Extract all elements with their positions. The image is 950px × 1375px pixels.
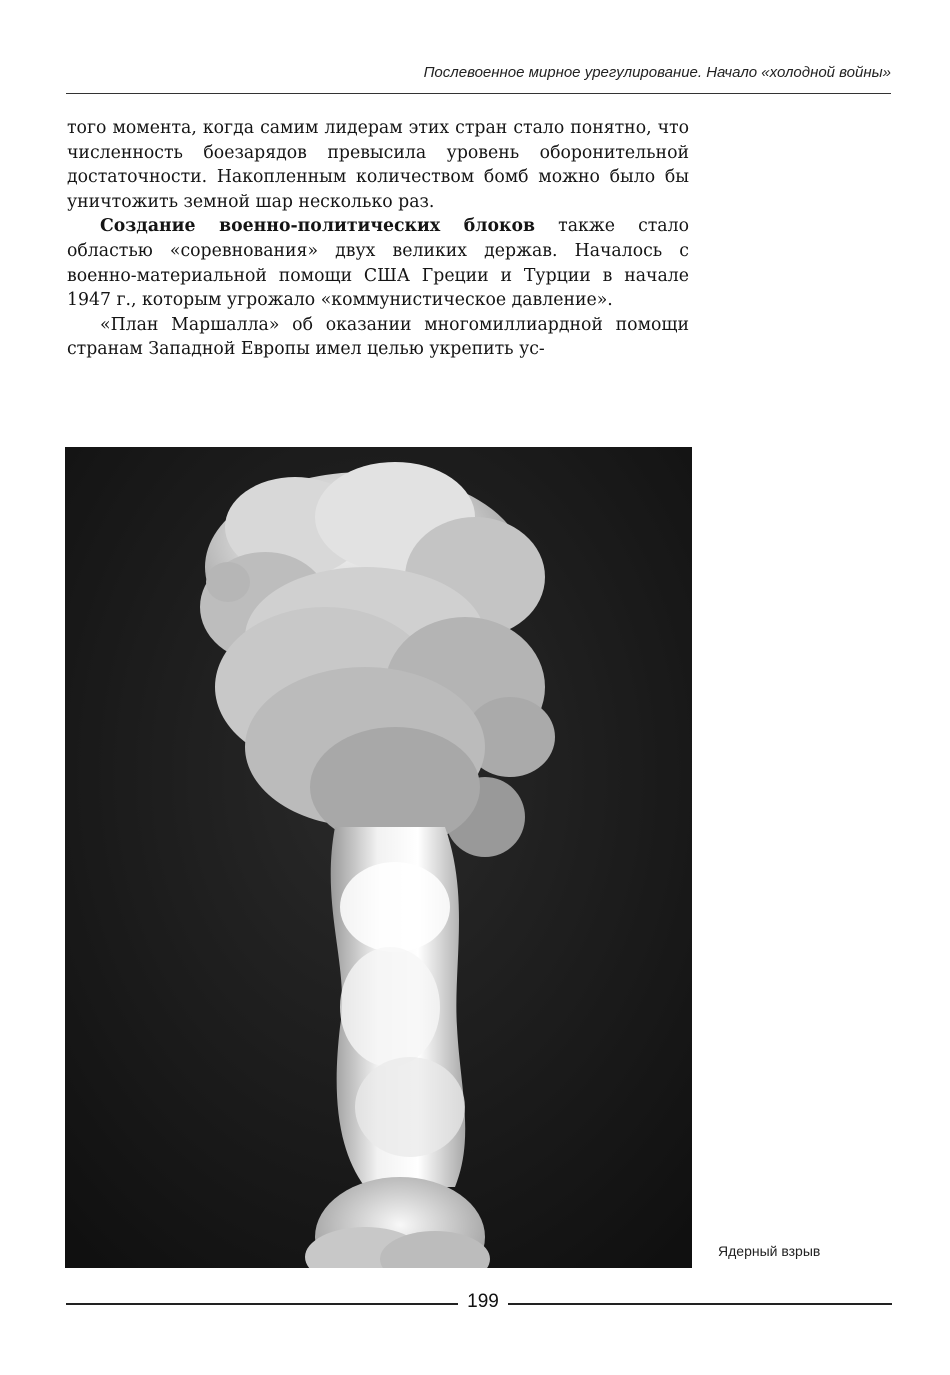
footer-rule-left xyxy=(66,1303,458,1305)
paragraph-2-term: Создание военно-политических блоков xyxy=(100,216,536,237)
running-header: Послевоенное мирное урегулирование. Начало «холодной войны» xyxy=(423,64,891,81)
cloud-stem xyxy=(331,827,466,1187)
header-rule xyxy=(66,93,891,94)
paragraph-2-text: также стало областью «соревнования» двух великих держав. Началось с военно-материальной помощи США Греции и Турции в начале 1947 г., которым угрожало «коммунистическое давление». xyxy=(67,216,689,311)
page-number: 199 xyxy=(467,1291,499,1312)
main-text xyxy=(67,116,689,362)
mushroom-cloud-illustration xyxy=(65,447,692,1268)
nuclear-explosion-photo xyxy=(65,447,692,1268)
paragraph-2 xyxy=(67,214,689,312)
paragraph-3: «План Маршалла» об оказании многомиллиардной помощи странам Западной Европы имел целью укрепить ус- xyxy=(67,314,689,360)
footer-rule-right xyxy=(508,1303,892,1305)
paragraph-1: того момента, когда самим лидерам этих стран стало понятно, что численность боезарядов превысила уровень оборонительной достаточности. Накопленным количеством бомб можно было бы уничтожить земной шар несколько раз. xyxy=(67,118,689,212)
figure-caption: Ядерный взрыв xyxy=(718,1243,821,1259)
